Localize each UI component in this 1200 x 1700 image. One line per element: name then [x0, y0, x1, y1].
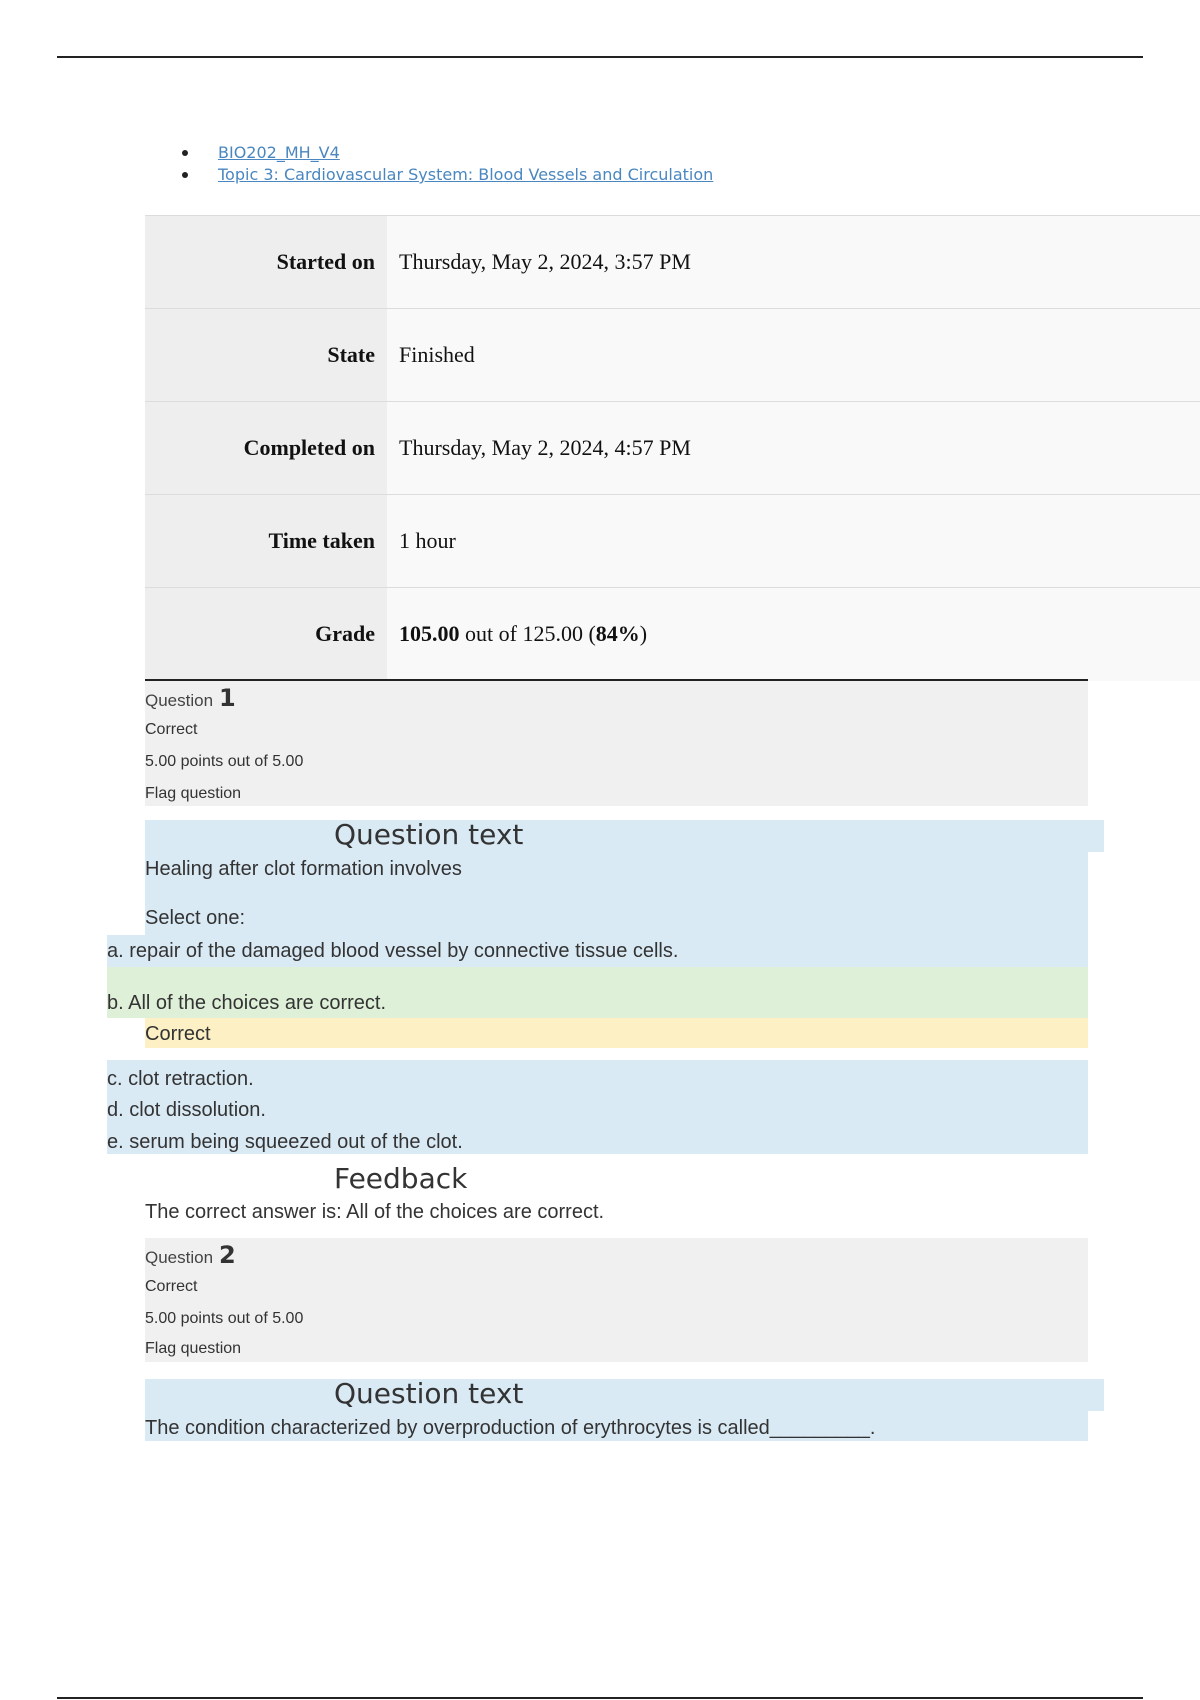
state-label: State	[145, 309, 387, 402]
bottom-rule	[57, 1697, 1143, 1699]
started-value: Thursday, May 2, 2024, 3:57 PM	[387, 216, 1200, 309]
question-1-number: Question 1	[145, 684, 236, 712]
question-2-grade: 5.00 points out of 5.00	[145, 1310, 304, 1327]
summary-row-completed	[145, 402, 1200, 495]
question-1-feedback: The correct answer is: All of the choices are correct.	[145, 1201, 605, 1223]
question-1-heading-bg	[145, 820, 1104, 852]
question-2-info	[145, 1238, 1088, 1362]
summary-row-started	[145, 216, 1200, 309]
question-1-flag[interactable]: Flag question	[145, 785, 242, 802]
question-1-option-b-feedback: Correct	[145, 1023, 211, 1045]
question-1-prompt: Select one:	[145, 907, 246, 929]
question-1-text: Healing after clot formation involves	[145, 858, 462, 880]
completed-label: Completed on	[145, 402, 387, 495]
grade-score: 105.00	[399, 621, 460, 647]
breadcrumb	[180, 142, 713, 186]
time-taken-label: Time taken	[145, 495, 387, 588]
question-1-text-heading: Question text	[334, 818, 524, 851]
grade-close-paren: )	[639, 621, 648, 647]
question-1-grade: 5.00 points out of 5.00	[145, 753, 304, 770]
question-2-state: Correct	[145, 1278, 198, 1295]
question-2-number: Question 2	[145, 1241, 236, 1269]
breadcrumb-link-topic[interactable]: Topic 3: Cardiovascular System: Blood Vessels and Circulation	[218, 165, 714, 184]
completed-value: Thursday, May 2, 2024, 4:57 PM	[387, 402, 1200, 495]
question-1-feedback-heading: Feedback	[334, 1162, 468, 1195]
summary-row-state	[145, 309, 1200, 402]
question-1-option-a[interactable]: a. repair of the damaged blood vessel by connective tissue cells.	[107, 940, 679, 962]
attempt-summary-table	[145, 215, 1200, 681]
question-2-heading-bg	[145, 1379, 1104, 1411]
question-1-option-b[interactable]: b. All of the choices are correct.	[107, 992, 387, 1014]
question-2-flag[interactable]: Flag question	[145, 1340, 242, 1357]
state-value: Finished	[387, 309, 1200, 402]
summary-row-time	[145, 495, 1200, 588]
question-1-option-d[interactable]: d. clot dissolution.	[107, 1099, 266, 1121]
grade-label: Grade	[145, 588, 387, 681]
breadcrumb-item	[180, 142, 713, 164]
grade-value	[387, 588, 1200, 681]
grade-percent: 84%	[595, 621, 640, 647]
question-1-state: Correct	[145, 721, 198, 738]
question-1-info	[145, 679, 1088, 806]
started-label: Started on	[145, 216, 387, 309]
time-taken-value: 1 hour	[387, 495, 1200, 588]
question-2-text: The condition characterized by overproduction of erythrocytes is called_________.	[145, 1417, 876, 1439]
question-1-option-feedback-bg	[145, 1018, 1088, 1048]
question-2-text-heading: Question text	[334, 1377, 524, 1410]
top-rule	[57, 56, 1143, 58]
breadcrumb-item	[180, 164, 713, 186]
question-1-option-e[interactable]: e. serum being squeezed out of the clot.	[107, 1131, 463, 1153]
question-1-option-c[interactable]: c. clot retraction.	[107, 1068, 254, 1090]
breadcrumb-link-course[interactable]: BIO202_MH_V4	[218, 143, 340, 162]
grade-out-of: out of 125.00 (	[459, 621, 596, 647]
summary-row-grade	[145, 588, 1200, 681]
